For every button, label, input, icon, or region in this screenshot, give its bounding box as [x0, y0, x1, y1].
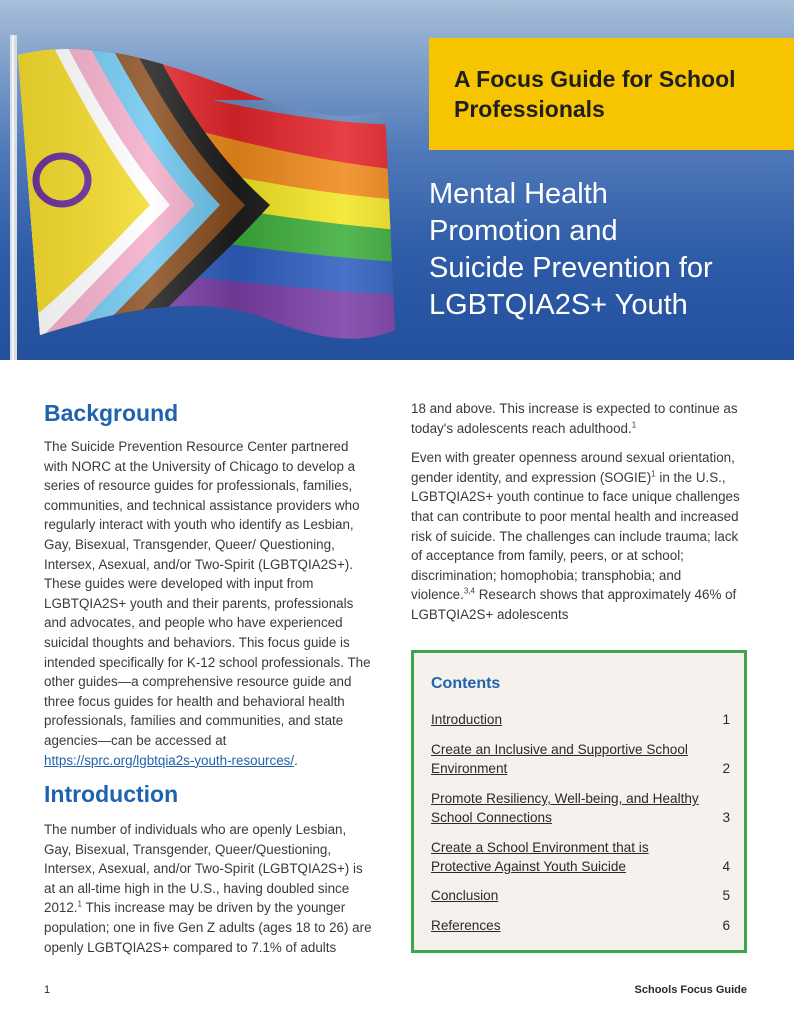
- toc-page: 6: [722, 918, 730, 933]
- right-p1-citation: 1: [631, 420, 637, 430]
- toc-item-introduction[interactable]: [431, 710, 735, 729]
- right-p2-text-c: Research shows that approximately 46% of LGBTQIA2S+ adolescents: [411, 587, 737, 622]
- right-p2-text-a: Even with greater openness around sexual orientation, gender identity, and expression (SOGIE): [411, 450, 735, 485]
- introduction-paragraph: [44, 820, 374, 957]
- introduction-heading: Introduction: [44, 781, 179, 807]
- right-p2-citation-a: 1: [651, 469, 656, 479]
- progress-pride-flag-image: [0, 0, 430, 360]
- background-section: [44, 399, 374, 770]
- guide-label-box: [429, 38, 794, 150]
- toc-page: 4: [722, 859, 730, 874]
- toc-page: 5: [722, 888, 730, 903]
- right-p2-citation-b: 3,4: [463, 586, 475, 596]
- toc-item-inclusive-environment[interactable]: [431, 740, 735, 778]
- toc-label[interactable]: Conclusion: [431, 888, 499, 903]
- guide-label: A Focus Guide for School Professionals: [454, 66, 736, 122]
- toc-page: 1: [722, 712, 730, 727]
- right-p2-text-b: in the U.S., LGBTQIA2S+ youth continue to face unique challenges that can contribute to poor mental health and increased risk of suicide. The challenges can include trauma; lack of acceptance from family, peers, or at school; discrimination; homophobia; transphobia; and violence.: [411, 469, 740, 603]
- title-line-4: LGBTQIA2S+ Youth: [429, 289, 688, 321]
- intro-citation: 1: [77, 899, 82, 909]
- toc-label[interactable]: Introduction: [431, 712, 503, 727]
- right-paragraph-2: [411, 448, 747, 624]
- intro-text-b: This increase may be driven by the younger population; one in five Gen Z adults (ages 18 to 26) are openly LGBTQIA2S+ compared to 7.1% of adults: [44, 900, 372, 955]
- toc-label[interactable]: Create an Inclusive and Supportive School Environment: [431, 742, 688, 776]
- intro-text-a: The number of individuals who are openly Lesbian, Gay, Bisexual, Transgender, Queer/Questioning, Intersex, Asexual, and/or Two-Spirit (LGBTQIA2S+) is at an all-time high in the U.S., having doubled since 2012.: [44, 822, 363, 916]
- right-p1-text: 18 and above. This increase is expected to continue as today's adolescents reach adulthood.: [411, 401, 738, 436]
- title-line-1: Mental Health: [429, 178, 608, 210]
- toc-item-protective-environment[interactable]: [431, 838, 735, 876]
- footer-page-number: 1: [44, 984, 51, 996]
- right-column: [411, 399, 747, 625]
- toc-label[interactable]: References: [431, 918, 501, 933]
- contents-box: [411, 650, 747, 953]
- contents-title: Contents: [431, 675, 501, 692]
- background-text-end: .: [294, 752, 298, 768]
- page-title: [429, 176, 779, 324]
- footer-doc-title: Schools Focus Guide: [634, 984, 747, 996]
- title-line-3: Suicide Prevention for: [429, 252, 713, 284]
- toc-page: 3: [722, 810, 730, 825]
- toc-label[interactable]: Create a School Environment that is Protective Against Youth Suicide: [431, 840, 649, 874]
- background-heading: Background: [44, 400, 179, 426]
- background-text: The Suicide Prevention Resource Center partnered with NORC at the University of Chicago to develop a series of resource guides for professionals, families, communities, and technical assistance providers who regularly interact with youth who identify as Lesbian, Gay, Bisexual, Transgender, Queer/ Questioning, Intersex, Asexual, and/or Two-Spirit (LGBTQIA2S+). These guides were developed with input from LGBTQIA2S+ youth and their parents, professionals and advocates, and people who have experienced suicidal thoughts and behaviors. This focus guide is intended specifically for K-12 school professionals. The other guides—a comprehensive resource guide and three focus guides for health and behavioral health professionals, families and communities, and state agencies—can be accessed at: [44, 439, 371, 748]
- resources-link[interactable]: https://sprc.org/lgbtqia2s-youth-resources/: [44, 752, 295, 768]
- toc-item-references[interactable]: [431, 916, 735, 935]
- toc-page: 2: [722, 761, 730, 776]
- background-paragraph: [44, 437, 374, 770]
- title-line-2: Promotion and: [429, 215, 618, 247]
- introduction-section: [44, 780, 374, 957]
- hero-banner: [0, 0, 794, 360]
- toc-label[interactable]: Promote Resiliency, Well-being, and Healthy School Connections: [431, 791, 699, 825]
- toc-item-resiliency[interactable]: [431, 789, 735, 827]
- toc-item-conclusion[interactable]: [431, 886, 735, 905]
- right-paragraph-1: [411, 399, 747, 438]
